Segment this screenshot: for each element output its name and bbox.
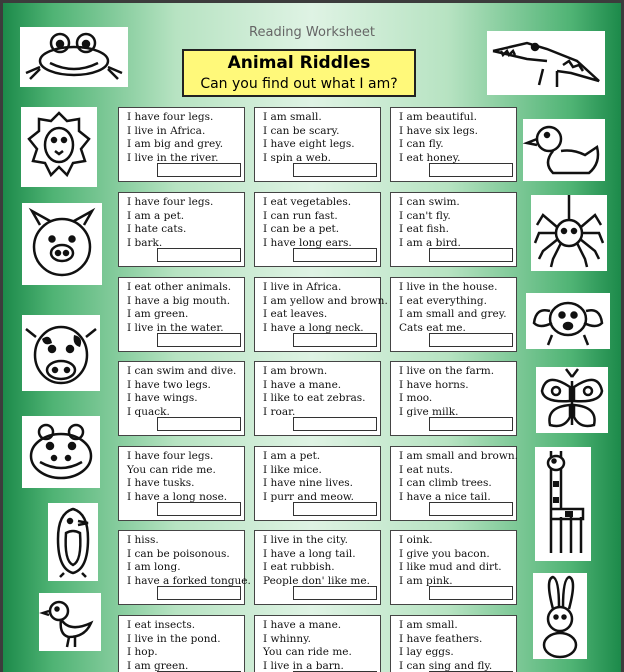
riddle-line: I hop.: [127, 646, 158, 658]
riddle-line: You can ride me.: [263, 646, 352, 658]
riddle-line: I have nine lives.: [263, 477, 354, 489]
riddle-line: I have four legs.: [127, 196, 214, 208]
riddle-line: I live in Africa.: [127, 124, 206, 137]
riddle-card: [390, 361, 517, 436]
bird-picture: [39, 593, 101, 651]
riddle-line: I am big and grey.: [127, 138, 224, 150]
riddle-line: I can sing and fly.: [399, 659, 493, 672]
lion-icon: [21, 107, 97, 187]
answer-box[interactable]: [293, 502, 377, 516]
riddle-line: I live in a barn.: [263, 659, 344, 672]
riddle-line: I have a nice tail.: [399, 490, 491, 503]
riddle-line: I have a long nose.: [127, 490, 228, 503]
riddle-line: I eat honey.: [399, 151, 461, 164]
rabbit-picture: [533, 573, 587, 659]
riddle-line: People don' like me.: [263, 574, 370, 587]
riddle-card: [118, 107, 245, 182]
riddle-line: I have four legs.: [127, 450, 214, 462]
riddle-line: I have feathers.: [399, 632, 483, 645]
riddle-line: I can climb trees.: [399, 477, 492, 489]
answer-box[interactable]: [293, 586, 377, 600]
frog-picture: [20, 27, 128, 87]
riddle-line: I have two legs.: [127, 378, 211, 391]
riddle-line: I have a mane.: [263, 619, 342, 631]
riddle-line: I am yellow and brown.: [263, 294, 388, 307]
answer-box[interactable]: [429, 333, 513, 347]
answer-box[interactable]: [293, 417, 377, 431]
riddle-line: I can't fly.: [399, 209, 451, 222]
riddle-line: I have a forked tongue.: [127, 574, 251, 587]
riddle-line: I live in Africa.: [263, 281, 342, 293]
riddle-card: [390, 446, 517, 521]
title-box: [182, 49, 416, 97]
giraffe-picture: [535, 447, 591, 561]
riddle-line: I give you bacon.: [399, 547, 490, 560]
riddle-line: I roar.: [263, 405, 296, 418]
riddle-line: I can run fast.: [263, 209, 338, 222]
cow-icon: [22, 315, 100, 391]
riddle-line: I am a pet.: [127, 209, 185, 222]
riddle-line: I whinny.: [263, 632, 311, 645]
riddle-line: I give milk.: [399, 405, 459, 418]
page-subtitle: Can you find out what I am?: [200, 76, 398, 92]
riddle-line: I have a big mouth.: [127, 294, 231, 307]
riddle-line: I hiss.: [127, 534, 159, 546]
riddle-line: I have horns.: [399, 378, 469, 391]
answer-box[interactable]: [293, 248, 377, 262]
riddle-line: I live on the farm.: [399, 365, 495, 377]
riddle-line: I hate cats.: [127, 223, 187, 235]
butterfly-icon: [536, 367, 608, 433]
riddle-card: [254, 446, 381, 521]
riddle-line: I am small and grey.: [399, 308, 507, 320]
answer-box[interactable]: [429, 163, 513, 177]
riddle-line: I eat nuts.: [399, 463, 453, 476]
rabbit-icon: [533, 573, 587, 659]
riddle-line: I am pink.: [399, 574, 453, 587]
riddle-line: I can swim and dive.: [127, 365, 237, 377]
riddle-line: I live in the house.: [399, 281, 498, 293]
dog-icon: [526, 293, 610, 349]
riddle-line: I am beautiful.: [399, 111, 477, 123]
riddle-line: I like mud and dirt.: [399, 561, 502, 573]
riddle-line: I have wings.: [127, 392, 198, 404]
riddle-line: I eat everything.: [399, 294, 487, 307]
giraffe-icon: [535, 447, 591, 561]
dog-picture: [526, 293, 610, 349]
riddle-card: [118, 277, 245, 352]
riddle-line: I am a pet.: [263, 450, 321, 462]
pig-icon: [22, 203, 102, 285]
riddle-line: You can ride me.: [127, 463, 216, 476]
riddle-line: I can fly.: [399, 138, 444, 150]
riddle-line: I have eight legs.: [263, 138, 355, 150]
answer-box[interactable]: [293, 333, 377, 347]
riddle-line: I have six legs.: [399, 124, 479, 137]
riddle-line: I have long ears.: [263, 236, 352, 249]
spider-icon: [531, 195, 607, 271]
riddle-card: [390, 615, 517, 672]
riddle-line: I eat insects.: [127, 619, 196, 631]
duck-picture: [523, 119, 605, 181]
answer-box[interactable]: [157, 248, 241, 262]
spider-picture: [531, 195, 607, 271]
riddle-line: I am green.: [127, 308, 189, 320]
riddle-line: I live in the water.: [127, 321, 224, 334]
riddle-line: I am small.: [399, 619, 458, 631]
riddle-line: I oink.: [399, 534, 433, 546]
answer-box[interactable]: [157, 502, 241, 516]
riddle-line: I lay eggs.: [399, 646, 454, 658]
riddle-card: [254, 615, 381, 672]
riddle-card: [254, 277, 388, 352]
riddle-line: I live in the city.: [263, 534, 349, 546]
riddle-line: I am small.: [263, 111, 322, 123]
riddle-line: I like mice.: [263, 463, 322, 476]
riddle-line: I eat other animals.: [127, 281, 232, 293]
frog-icon: [20, 27, 128, 87]
riddle-card: [254, 107, 381, 182]
riddle-card: [254, 361, 381, 436]
duck-icon: [523, 119, 605, 181]
riddle-line: I have tusks.: [127, 477, 195, 489]
answer-box[interactable]: [293, 163, 377, 177]
crocodile-picture: [487, 31, 605, 95]
riddle-line: I purr and meow.: [263, 490, 354, 503]
riddle-line: I bark.: [127, 236, 163, 249]
riddle-card: [390, 192, 517, 267]
butterfly-picture: [536, 367, 608, 433]
riddle-line: I like to eat zebras.: [263, 392, 366, 404]
riddle-card: [118, 192, 245, 267]
riddle-card: [118, 361, 245, 436]
answer-box[interactable]: [157, 586, 241, 600]
riddle-line: I have four legs.: [127, 111, 214, 123]
riddle-line: I have a long tail.: [263, 547, 356, 560]
riddle-line: I can swim.: [399, 196, 460, 208]
answer-box[interactable]: [157, 417, 241, 431]
riddle-line: I quack.: [127, 405, 170, 418]
pig-picture: [22, 203, 102, 285]
lion-picture: [21, 107, 97, 187]
riddle-line: I can be scary.: [263, 124, 340, 137]
riddle-line: I live in the pond.: [127, 632, 221, 645]
penguin-icon: [48, 503, 98, 581]
riddle-card: [390, 530, 517, 605]
riddle-line: I eat fish.: [399, 223, 450, 235]
riddle-line: I have a long neck.: [263, 321, 364, 334]
riddle-line: I eat vegetables.: [263, 196, 352, 208]
riddle-line: Cats eat me.: [399, 321, 466, 334]
hippo-icon: [22, 416, 100, 488]
riddle-card: [118, 615, 245, 672]
riddle-line: I have a mane.: [263, 378, 342, 391]
answer-box[interactable]: [429, 417, 513, 431]
answer-box[interactable]: [429, 502, 513, 516]
bird-icon: [39, 593, 101, 651]
riddle-line: I live in the river.: [127, 151, 219, 164]
penguin-picture: [48, 503, 98, 581]
riddle-line: I moo.: [399, 392, 433, 404]
crocodile-icon: [487, 31, 605, 95]
riddle-card: [390, 107, 517, 182]
riddle-line: I eat leaves.: [263, 308, 328, 320]
riddle-line: I am brown.: [263, 365, 328, 377]
answer-box[interactable]: [429, 586, 513, 600]
riddle-line: I am long.: [127, 561, 181, 573]
riddle-card: [254, 192, 381, 267]
riddle-card: [254, 530, 381, 605]
worksheet-top-label: Reading Worksheet: [249, 25, 375, 40]
riddle-line: I can be poisonous.: [127, 547, 230, 560]
riddle-card: [390, 277, 517, 352]
answer-box[interactable]: [157, 163, 241, 177]
answer-box[interactable]: [429, 248, 513, 262]
riddle-line: I can be a pet.: [263, 223, 340, 235]
hippo-picture: [22, 416, 100, 488]
riddle-line: I am green.: [127, 659, 189, 672]
answer-box[interactable]: [157, 333, 241, 347]
riddle-card: [118, 530, 251, 605]
riddle-line: I am a bird.: [399, 236, 461, 249]
cow-picture: [22, 315, 100, 391]
riddle-line: I eat rubbish.: [263, 561, 335, 573]
riddle-line: I spin a web.: [263, 151, 331, 164]
page-title: Animal Riddles: [227, 53, 371, 73]
riddle-line: I am small and brown.: [399, 450, 518, 462]
riddle-card: [118, 446, 245, 521]
